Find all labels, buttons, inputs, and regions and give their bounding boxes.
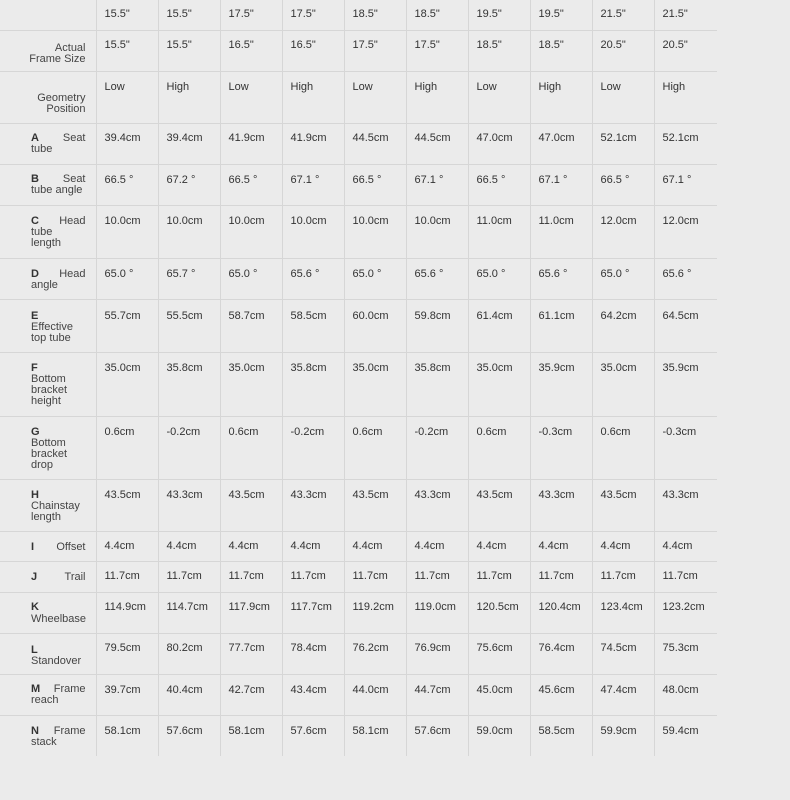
table-cell: 58.5cm <box>530 715 592 756</box>
row-label-cell <box>0 531 96 561</box>
table-row <box>0 479 717 531</box>
header-cell: High <box>654 71 717 123</box>
row-label-line: Chainstay <box>31 499 80 512</box>
table-cell: 43.3cm <box>158 479 220 531</box>
table-cell: 35.9cm <box>530 352 592 416</box>
header-cell: 17.5" <box>344 30 406 71</box>
table-cell: 59.4cm <box>654 715 717 756</box>
table-cell: 43.4cm <box>282 674 344 715</box>
row-label-line: Geometry <box>37 91 86 104</box>
table-cell: 65.6 ° <box>406 258 468 299</box>
header-cell: High <box>282 71 344 123</box>
table-cell: 11.7cm <box>158 561 220 592</box>
table-cell: 66.5 ° <box>96 164 158 205</box>
table-cell: 119.0cm <box>406 592 468 633</box>
table-cell: 42.7cm <box>220 674 282 715</box>
table-cell: 76.2cm <box>344 633 406 674</box>
row-letter: G <box>31 425 40 438</box>
table-cell: 10.0cm <box>158 205 220 258</box>
table-cell: 117.9cm <box>220 592 282 633</box>
table-cell: 43.3cm <box>406 479 468 531</box>
header-cell: 20.5" <box>592 30 654 71</box>
table-cell: 61.4cm <box>468 299 530 352</box>
table-cell: 123.4cm <box>592 592 654 633</box>
row-label-cell <box>0 0 96 30</box>
table-cell: 65.0 ° <box>592 258 654 299</box>
table-cell: 10.0cm <box>344 205 406 258</box>
table-cell: 4.4cm <box>158 531 220 561</box>
header-cell: Low <box>220 71 282 123</box>
table-cell: 35.0cm <box>468 352 530 416</box>
header-cell: 15.5" <box>158 0 220 30</box>
table-cell: 10.0cm <box>282 205 344 258</box>
row-label-line: tube angle <box>31 183 83 196</box>
table-cell: 43.3cm <box>654 479 717 531</box>
table-cell: 64.5cm <box>654 299 717 352</box>
table-cell: -0.3cm <box>530 416 592 479</box>
row-label-cell <box>0 352 96 416</box>
table-cell: 74.5cm <box>592 633 654 674</box>
table-cell: 120.4cm <box>530 592 592 633</box>
table-cell: 47.0cm <box>530 123 592 164</box>
header-cell: 17.5" <box>220 0 282 30</box>
table-cell: 0.6cm <box>592 416 654 479</box>
table-cell: 47.0cm <box>468 123 530 164</box>
table-cell: 67.1 ° <box>406 164 468 205</box>
table-cell: 59.9cm <box>592 715 654 756</box>
table-cell: 64.2cm <box>592 299 654 352</box>
table-cell: 4.4cm <box>220 531 282 561</box>
table-cell: 11.7cm <box>96 561 158 592</box>
row-label-line: Seat <box>62 172 86 185</box>
table-cell: 43.3cm <box>530 479 592 531</box>
row-letter: N <box>31 724 39 737</box>
row-letter: F <box>31 361 38 374</box>
row-label-line: tube <box>31 142 53 155</box>
row-letter: E <box>31 309 39 322</box>
header-cell: 18.5" <box>344 0 406 30</box>
table-cell: 4.4cm <box>654 531 717 561</box>
table-row <box>0 352 717 416</box>
row-label-line: Bottom <box>31 372 66 385</box>
row-label-cell <box>0 71 96 123</box>
table-cell: 114.9cm <box>96 592 158 633</box>
table-row <box>0 258 717 299</box>
header-cell: 15.5" <box>96 0 158 30</box>
table-cell: 11.7cm <box>530 561 592 592</box>
header-cell: 16.5" <box>220 30 282 71</box>
table-cell: 58.1cm <box>220 715 282 756</box>
table-row <box>0 674 717 715</box>
table-cell: 43.5cm <box>220 479 282 531</box>
row-label-line: Position <box>46 102 86 115</box>
table-cell: 75.6cm <box>468 633 530 674</box>
table-cell: 43.5cm <box>344 479 406 531</box>
table-cell: 4.4cm <box>592 531 654 561</box>
table-row <box>0 299 717 352</box>
table-cell: 58.7cm <box>220 299 282 352</box>
table-cell: 40.4cm <box>158 674 220 715</box>
table-cell: 47.4cm <box>592 674 654 715</box>
header-cell: 15.5" <box>96 30 158 71</box>
table-cell: 39.7cm <box>96 674 158 715</box>
row-label-line: Head <box>59 214 86 227</box>
row-label-cell <box>0 205 96 258</box>
table-cell: 35.9cm <box>654 352 717 416</box>
table-cell: -0.2cm <box>406 416 468 479</box>
header-cell: 18.5" <box>468 30 530 71</box>
row-label-line: drop <box>31 458 54 471</box>
table-cell: 11.0cm <box>468 205 530 258</box>
table-cell: 76.9cm <box>406 633 468 674</box>
table-cell: 43.5cm <box>468 479 530 531</box>
header-cell: 21.5" <box>592 0 654 30</box>
row-label-cell <box>0 561 96 592</box>
table-cell: 39.4cm <box>158 123 220 164</box>
table-cell: 65.7 ° <box>158 258 220 299</box>
table-cell: 11.7cm <box>406 561 468 592</box>
row-label-line: Trail <box>64 570 86 583</box>
table-cell: 67.1 ° <box>530 164 592 205</box>
table-cell: 57.6cm <box>158 715 220 756</box>
header-cell: Low <box>468 71 530 123</box>
row-label-cell <box>0 299 96 352</box>
table-cell: 10.0cm <box>220 205 282 258</box>
table-cell: -0.3cm <box>654 416 717 479</box>
table-cell: 0.6cm <box>96 416 158 479</box>
header-cell: 20.5" <box>654 30 717 71</box>
table-cell: 78.4cm <box>282 633 344 674</box>
table-cell: 43.5cm <box>96 479 158 531</box>
table-cell: 58.5cm <box>282 299 344 352</box>
table-cell: 11.7cm <box>592 561 654 592</box>
table-cell: 67.1 ° <box>654 164 717 205</box>
row-label-cell <box>0 715 96 756</box>
table-cell: 119.2cm <box>344 592 406 633</box>
table-row <box>0 592 717 633</box>
row-label-line: Frame Size <box>29 52 86 65</box>
table-cell: 79.5cm <box>96 633 158 674</box>
table-cell: 52.1cm <box>654 123 717 164</box>
row-letter: I <box>31 540 35 553</box>
table-cell: 11.7cm <box>654 561 717 592</box>
table-cell: 12.0cm <box>654 205 717 258</box>
table-cell: 57.6cm <box>406 715 468 756</box>
table-cell: 67.2 ° <box>158 164 220 205</box>
table-cell: 65.6 ° <box>530 258 592 299</box>
header-cell: 17.5" <box>406 30 468 71</box>
table-cell: 76.4cm <box>530 633 592 674</box>
header-cell: 21.5" <box>654 0 717 30</box>
table-cell: 35.8cm <box>158 352 220 416</box>
table-cell: 65.0 ° <box>468 258 530 299</box>
table-cell: 4.4cm <box>530 531 592 561</box>
table-cell: 65.0 ° <box>344 258 406 299</box>
table-cell: 4.4cm <box>344 531 406 561</box>
header-cell: 16.5" <box>282 30 344 71</box>
table-cell: 44.0cm <box>344 674 406 715</box>
table-cell: 117.7cm <box>282 592 344 633</box>
table-cell: 4.4cm <box>282 531 344 561</box>
table-cell: 55.5cm <box>158 299 220 352</box>
header-row <box>0 71 717 123</box>
row-label-line: length <box>31 236 61 249</box>
header-cell: Low <box>592 71 654 123</box>
table-cell: 11.7cm <box>344 561 406 592</box>
table-cell: 11.7cm <box>282 561 344 592</box>
table-cell: 0.6cm <box>220 416 282 479</box>
row-label-line: Head <box>59 267 86 280</box>
table-cell: 55.7cm <box>96 299 158 352</box>
table-cell: 10.0cm <box>96 205 158 258</box>
table-cell: 43.5cm <box>592 479 654 531</box>
row-label-line: Effective <box>31 320 73 333</box>
row-label-line: Standover <box>31 654 82 667</box>
row-letter: B <box>31 172 39 185</box>
table-cell: 48.0cm <box>654 674 717 715</box>
table-cell: 52.1cm <box>592 123 654 164</box>
table-cell: 10.0cm <box>406 205 468 258</box>
table-row <box>0 123 717 164</box>
table-cell: 75.3cm <box>654 633 717 674</box>
table-cell: 57.6cm <box>282 715 344 756</box>
row-label-line: top tube <box>31 331 71 344</box>
row-label-cell <box>0 258 96 299</box>
header-cell: 19.5" <box>468 0 530 30</box>
row-label-cell <box>0 164 96 205</box>
row-label-line: Seat <box>62 131 86 144</box>
header-row <box>0 30 717 71</box>
table-cell: 65.0 ° <box>220 258 282 299</box>
table-cell: 61.1cm <box>530 299 592 352</box>
table-cell: 66.5 ° <box>592 164 654 205</box>
table-cell: 35.0cm <box>96 352 158 416</box>
table-cell: 43.3cm <box>282 479 344 531</box>
row-label-cell <box>0 633 96 674</box>
row-label-line: length <box>31 510 61 523</box>
table-cell: 59.0cm <box>468 715 530 756</box>
header-cell: 18.5" <box>530 30 592 71</box>
table-cell: 41.9cm <box>282 123 344 164</box>
table-cell: 39.4cm <box>96 123 158 164</box>
header-cell: High <box>530 71 592 123</box>
row-label-line: angle <box>31 278 58 291</box>
table-cell: 66.5 ° <box>220 164 282 205</box>
table-cell: 4.4cm <box>468 531 530 561</box>
table-row <box>0 416 717 479</box>
table-cell: 58.1cm <box>96 715 158 756</box>
row-label-cell <box>0 123 96 164</box>
table-cell: 4.4cm <box>96 531 158 561</box>
table-cell: 35.0cm <box>220 352 282 416</box>
table-cell: 66.5 ° <box>468 164 530 205</box>
table-cell: 67.1 ° <box>282 164 344 205</box>
table-cell: 45.6cm <box>530 674 592 715</box>
table-cell: -0.2cm <box>282 416 344 479</box>
header-row <box>0 0 717 30</box>
table-cell: 123.2cm <box>654 592 717 633</box>
header-cell: Low <box>96 71 158 123</box>
table-cell: 12.0cm <box>592 205 654 258</box>
header-cell: 15.5" <box>158 30 220 71</box>
table-cell: 11.0cm <box>530 205 592 258</box>
table-cell: 59.8cm <box>406 299 468 352</box>
table-row <box>0 531 717 561</box>
table-cell: 60.0cm <box>344 299 406 352</box>
table-cell: 35.8cm <box>282 352 344 416</box>
row-label-line: Actual <box>54 41 86 54</box>
table-cell: 0.6cm <box>468 416 530 479</box>
table-cell: 66.5 ° <box>344 164 406 205</box>
table-row <box>0 205 717 258</box>
table-cell: 120.5cm <box>468 592 530 633</box>
row-label-line: Frame <box>53 682 86 695</box>
table-row <box>0 715 717 756</box>
table-cell: 35.8cm <box>406 352 468 416</box>
table-cell: 65.6 ° <box>282 258 344 299</box>
row-letter: J <box>31 570 38 583</box>
table-cell: 65.6 ° <box>654 258 717 299</box>
row-label-line: bracket <box>31 383 68 396</box>
header-cell: Low <box>344 71 406 123</box>
row-label-line: Offset <box>56 540 86 553</box>
table-cell: 45.0cm <box>468 674 530 715</box>
header-cell: 17.5" <box>282 0 344 30</box>
row-letter: D <box>31 267 39 280</box>
row-letter: A <box>31 131 39 144</box>
row-letter: M <box>31 682 41 695</box>
row-letter: H <box>31 488 39 501</box>
table-cell: 11.7cm <box>220 561 282 592</box>
row-label-line: Bottom <box>31 436 66 449</box>
row-label-cell <box>0 416 96 479</box>
row-label-cell <box>0 479 96 531</box>
row-label-line: bracket <box>31 447 68 460</box>
table-cell: -0.2cm <box>158 416 220 479</box>
table-row <box>0 561 717 592</box>
row-label-line: Wheelbase <box>31 612 87 625</box>
table-cell: 114.7cm <box>158 592 220 633</box>
table-cell: 65.0 ° <box>96 258 158 299</box>
row-label-line: height <box>31 394 61 407</box>
table-row <box>0 164 717 205</box>
header-cell: 18.5" <box>406 0 468 30</box>
table-cell: 44.5cm <box>344 123 406 164</box>
row-label-line: tube <box>31 225 53 238</box>
row-label-line: reach <box>31 693 59 706</box>
table-cell: 35.0cm <box>344 352 406 416</box>
table-cell: 77.7cm <box>220 633 282 674</box>
row-letter: C <box>31 214 39 227</box>
table-cell: 11.7cm <box>468 561 530 592</box>
table-cell: 4.4cm <box>406 531 468 561</box>
table-cell: 35.0cm <box>592 352 654 416</box>
header-cell: High <box>406 71 468 123</box>
header-cell: High <box>158 71 220 123</box>
table-cell: 58.1cm <box>344 715 406 756</box>
row-letter: K <box>31 600 39 613</box>
header-cell: 19.5" <box>530 0 592 30</box>
row-label-cell <box>0 30 96 71</box>
table-row <box>0 633 717 674</box>
table-cell: 44.7cm <box>406 674 468 715</box>
row-label-cell <box>0 592 96 633</box>
table-cell: 80.2cm <box>158 633 220 674</box>
row-label-line: stack <box>31 735 57 748</box>
row-label-line: Frame <box>53 724 86 737</box>
table-cell: 44.5cm <box>406 123 468 164</box>
table-cell: 0.6cm <box>344 416 406 479</box>
row-label-cell <box>0 674 96 715</box>
row-letter: L <box>31 643 38 656</box>
table-cell: 41.9cm <box>220 123 282 164</box>
